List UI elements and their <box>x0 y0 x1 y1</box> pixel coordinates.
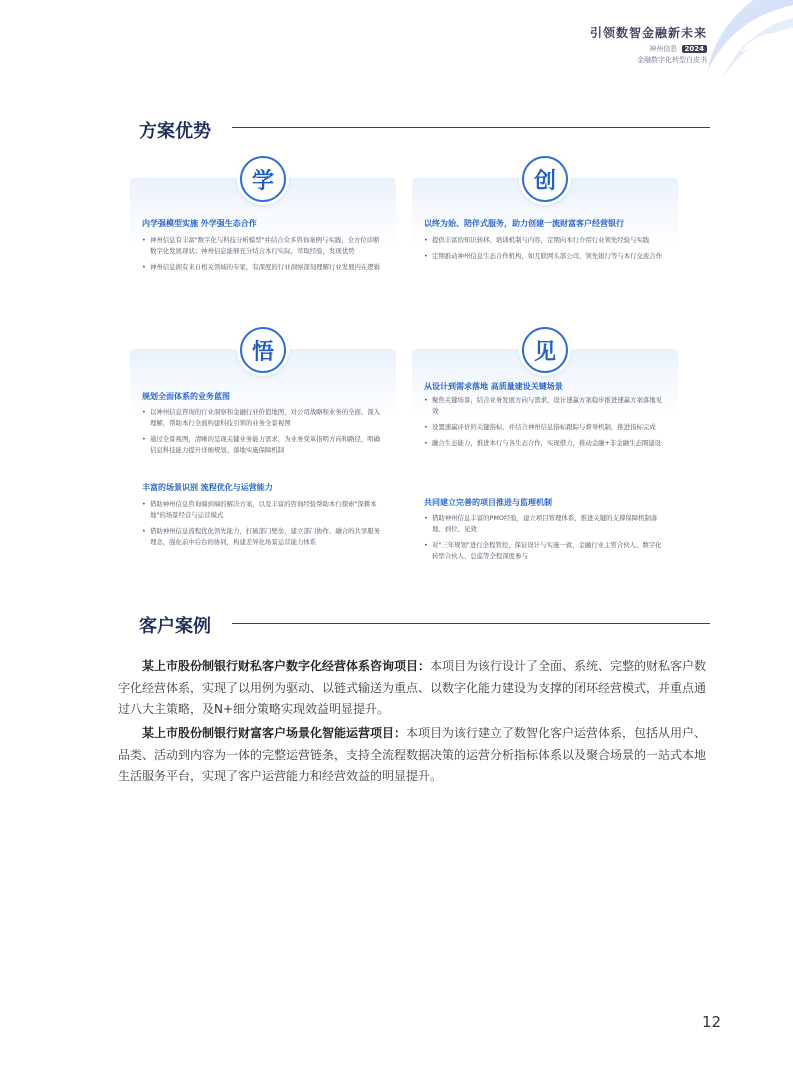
card-heading: 丰富的场景识别 流程优化与运营能力 <box>142 483 273 492</box>
card-heading: 规划全面体系的业务蓝图 <box>142 392 230 401</box>
advantage-card-create <box>412 168 678 318</box>
card-char: 悟 <box>251 339 274 365</box>
case-title: 某上市股份制银行财私客户数字化经营体系咨询项目： <box>142 659 431 673</box>
card-char: 学 <box>251 168 274 194</box>
bullet-list <box>142 499 382 553</box>
card-badge <box>240 156 286 202</box>
bullet-item: • 借助神州信息流程优化领先能力，打破部门壁垒，建立部门协作、融合的共享服务理念，强化前中后台的协同，构建差异化场景运营能力体系 <box>142 526 382 548</box>
bullet-item: • 借助神州信息咨询端到端的解决方案，以及丰富的咨询经验帮助本行探索"深耕本地"的场景经营与运营模式 <box>142 499 382 521</box>
bullet-item: • 对"三年规划"进行全程管控，保证设计与实施一致，金融行业主管合伙人、数字化转型合伙人、总监等全程深度参与 <box>424 540 664 562</box>
card-heading: 内学强模型实施 外学强生态合作 <box>142 219 257 228</box>
card-char: 创 <box>533 168 556 194</box>
advantage-card-insight <box>130 339 396 575</box>
card-heading: 从设计到需求落地 高质量建设关键场景 <box>424 382 563 391</box>
section-divider <box>232 623 710 624</box>
page-number: 12 <box>702 1013 722 1031</box>
bullet-item: • 神州信息有丰富"数字化与科技分析模型"并结合众多咨询案例与实践，全方位诊断数字化发展现状；神州信息能够充分结合本行实际，萃取经验，发现优势 <box>142 235 382 257</box>
bullet-item: • 借助神州信息丰富的PMO经验，建立项目管理体系，推进关键的支撑保障机制落地、到位、见效 <box>424 513 664 535</box>
bullet-item: • 以神州信息咨询的行业洞察和金融行业价值地图，对公司战略和业务的全面、深入理解，帮助本行全面构建科技引领的业务全景视图 <box>142 407 382 429</box>
case-paragraph <box>118 723 710 788</box>
bullet-item: • 设置速赢评价的关键指标，并结合神州信息指标跟踪与督导机制，推进指标完成 <box>424 422 664 433</box>
bullet-list <box>424 235 664 267</box>
section-title-advantages: 方案优势 <box>139 121 211 142</box>
bullet-item: • 定期推动神州信息生态合作机构，如互联网头部公司、领先银行等与本行交流合作 <box>424 251 664 262</box>
company-name: 神州信息 <box>649 45 678 53</box>
case-paragraph <box>118 656 710 721</box>
bullet-list <box>142 407 382 461</box>
card-heading: 共同建立完善的项目推进与监理机制 <box>424 498 552 507</box>
case-text: 本项目为该行设计了全面、系统、完整的财私客户数字化经营体系，实现了以用例为驱动、以链式输送为重点、以数字化能力建设为支撑的闭环经营模式，并重点通过八大主策略，及N+细分策略实现效益明显提升。 <box>118 659 707 716</box>
card-badge <box>240 327 286 373</box>
section-divider <box>232 127 710 128</box>
year-badge: 2024 <box>682 45 707 53</box>
bullet-item: • 通过全景视图，清晰的呈现关键业务能力需求，为业务变革指明方向和路径，明确信息科技能力提升详细规划、落地实施保障机制 <box>142 434 382 456</box>
card-badge <box>522 156 568 202</box>
advantage-card-see <box>412 339 678 575</box>
section-title-cases: 客户案例 <box>139 616 211 637</box>
bullet-item: • 聚焦关键场景，结合业务发展方向与需求，设计速赢方案稳步推进速赢方案落地见效 <box>424 395 664 417</box>
card-heading: 以终为始、陪伴式服务，助力创建一流财富客户经营银行 <box>424 219 624 228</box>
bullet-list <box>424 513 664 567</box>
bullet-item: • 融合生态能力，推进本行与各生态合作，实现借力，推动金融+非金融生态圈建设 <box>424 438 664 449</box>
page-header <box>0 0 793 80</box>
card-badge <box>522 327 568 373</box>
bullet-item: • 提供丰富的知识转移、培训机制与内容，定期向本行介绍行业领先经验与实践 <box>424 235 664 246</box>
header-company <box>590 44 707 54</box>
bullet-item: • 神州信息拥有来自相关领域的专家，有深度的行业洞察深刻理解行业发展内在逻辑 <box>142 262 382 273</box>
bullet-list <box>424 395 664 454</box>
advantage-card-learn <box>130 168 396 318</box>
case-title: 某上市股份制银行财富客户场景化智能运营项目： <box>142 726 407 740</box>
case-text: 本项目为该行建立了数智化客户运营体系，包括从用户、品类、活动到内容为一体的完整运营链条，支持全流程数据决策的运营分析指标体系以及聚合场景的一站式本地生活服务平台，实现了客户运营能力和经营效益的明显提升。 <box>118 726 707 783</box>
bullet-list <box>142 235 382 278</box>
header-title: 引领数智金融新未来 <box>589 26 707 40</box>
header-subtitle: 金融数字化转型白皮书 <box>637 56 707 64</box>
card-char: 见 <box>533 339 556 365</box>
